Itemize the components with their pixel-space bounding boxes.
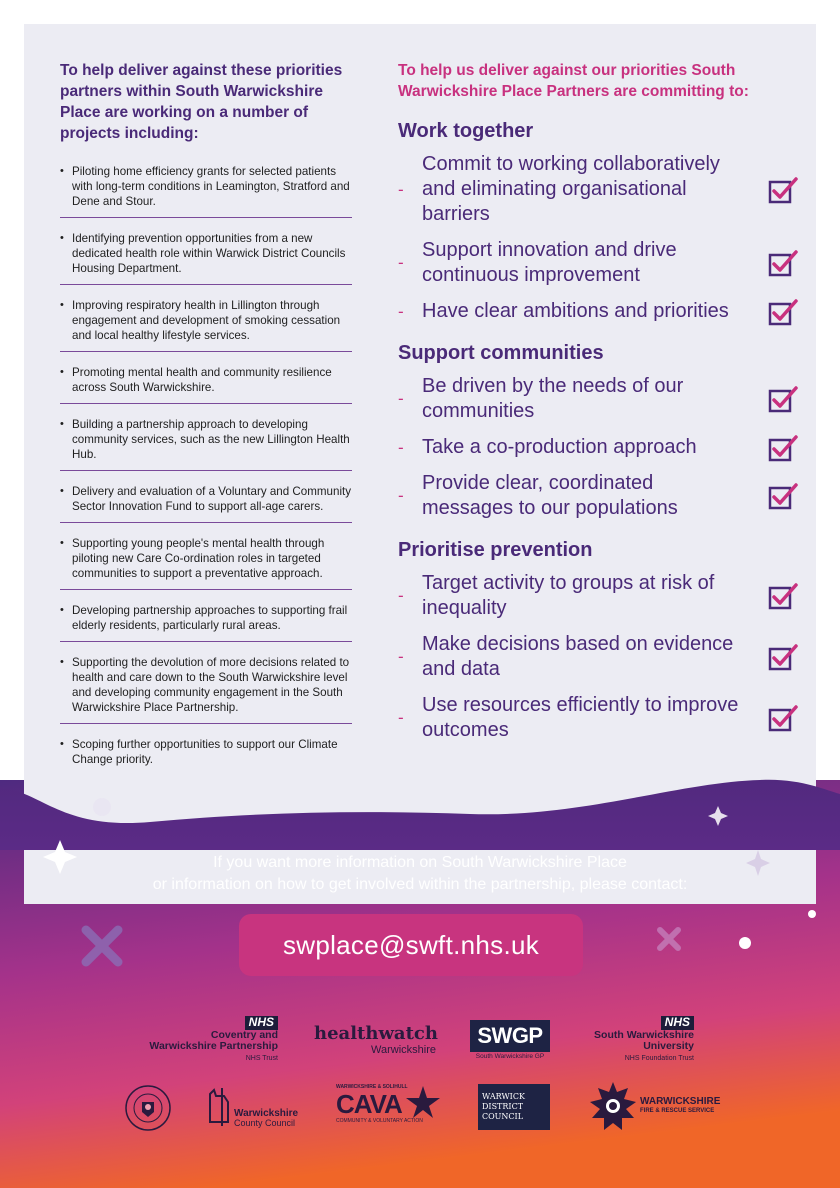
project-item: [60, 733, 352, 775]
commitments-intro: To help us deliver against our priorities South Warwickshire Place Partners are committing to:: [398, 62, 749, 100]
commitment-item: [398, 693, 798, 743]
project-item: [60, 480, 352, 523]
logo-warwickshire-fire-rescue: [586, 1080, 721, 1136]
commitment-text: Use resources efficiently to improve outcomes: [422, 694, 739, 741]
star-icon: [406, 1086, 440, 1118]
project-item: [60, 532, 352, 590]
logo-text: South Warwickshire: [594, 1028, 694, 1041]
bullet-icon: •: [60, 537, 64, 549]
logo-text: healthwatch: [314, 1023, 438, 1044]
contact-line-1: If you want more information on South Warwickshire Place: [213, 854, 627, 871]
logo-coventry-warwickshire-partnership: [142, 1016, 278, 1064]
commitment-text: Target activity to groups at risk of inequality: [422, 572, 715, 619]
commitment-section: [398, 118, 798, 324]
logo-text: COUNCIL: [482, 1112, 524, 1121]
commitment-sections: [398, 118, 798, 743]
logo-text: WARWICK: [482, 1092, 525, 1101]
project-text: Supporting young people's mental health through piloting new Care Co-ordination roles in targeted communities to support a preventative approach.: [72, 537, 325, 580]
checkbox-checked-icon: [768, 249, 798, 277]
commitment-item: [398, 374, 798, 424]
logo-text: Warwickshire: [234, 1108, 299, 1119]
logo-text: University: [643, 1040, 694, 1052]
project-item: [60, 361, 352, 404]
commitment-text: Support innovation and drive continuous improvement: [422, 239, 677, 286]
dash-marker: -: [398, 253, 404, 272]
logo-text: COMMUNITY & VOLUNTARY ACTION: [336, 1118, 423, 1124]
logo-text: NHS Foundation Trust: [624, 1054, 694, 1062]
project-text: Improving respiratory health in Lillington through engagement and development of smoking cessation and local healthy lifestyle services.: [72, 299, 341, 342]
logo-south-warwickshire-university-nhs: [580, 1016, 694, 1064]
dash-marker: -: [398, 486, 404, 505]
project-text: Identifying prevention opportunities from a new dedicated health role within Warwick District Councils Housing Department.: [72, 232, 346, 275]
project-text: Promoting mental health and community resilience across South Warwickshire.: [72, 366, 332, 394]
project-item: [60, 651, 352, 724]
commitment-item: [398, 571, 798, 621]
logo-text: Warwickshire: [371, 1044, 436, 1056]
dash-marker: -: [398, 437, 404, 457]
project-text: Building a partnership approach to developing community services, such as the new Lillington Health Hub.: [72, 418, 350, 461]
logo-text: WARWICKSHIRE: [640, 1096, 721, 1107]
project-text: Delivery and evaluation of a Voluntary and Community Sector Innovation Fund to support all-age carers.: [72, 485, 352, 513]
commitment-item: [398, 238, 798, 288]
project-item: [60, 294, 352, 352]
checkbox-checked-icon: [768, 434, 798, 462]
checkbox-checked-icon: [768, 385, 798, 413]
dash-marker: -: [398, 179, 404, 199]
dash-marker: -: [398, 389, 404, 408]
commitment-text: Provide clear, coordinated messages to our populations: [422, 472, 678, 519]
project-item: [60, 413, 352, 471]
checkbox-checked-icon: [768, 704, 798, 732]
bullet-icon: •: [60, 738, 64, 750]
nhs-logo-icon: NHS: [661, 1016, 694, 1030]
logo-text: Warwickshire Partnership: [149, 1040, 278, 1052]
commitment-item: [398, 435, 798, 460]
logo-text: NHS Trust: [245, 1054, 278, 1062]
bullet-icon: •: [60, 299, 64, 311]
commitment-item: [398, 299, 798, 324]
checkbox-checked-icon: [768, 298, 798, 326]
logo-cava: [336, 1084, 446, 1125]
bullet-icon: •: [60, 418, 64, 430]
commitment-text: Make decisions based on evidence and data: [422, 633, 734, 680]
commitment-item: [398, 152, 798, 227]
logo-text: DISTRICT: [482, 1102, 524, 1111]
logo-healthwatch: [314, 1024, 436, 1056]
commitment-text: Be driven by the needs of our communities: [422, 375, 684, 422]
section-title: Work together: [398, 120, 534, 142]
logo-text: CAVA: [336, 1089, 402, 1119]
bullet-icon: •: [60, 485, 64, 497]
logo-text: Coventry and: [210, 1028, 278, 1041]
commitment-item: [398, 471, 798, 521]
checkbox-checked-icon: [768, 176, 798, 204]
projects-intro: To help deliver against these priorities partners within South Warwickshire Place are working on a number of projects including:: [60, 62, 343, 142]
checkbox-checked-icon: [768, 643, 798, 671]
dash-marker: -: [398, 708, 404, 727]
contact-text: [0, 852, 840, 896]
bear-and-staff-icon: [206, 1088, 232, 1126]
project-text: Supporting the devolution of more decisions related to health and care down to the South Warwickshire level and developing community engagement in the South Warwickshire Place Partnership.: [72, 656, 350, 714]
dash-marker: -: [398, 586, 404, 605]
bullet-icon: •: [60, 366, 64, 378]
contact-line-2: or information on how to get involved within the partnership, please contact:: [152, 876, 688, 893]
projects-list: [60, 160, 352, 775]
projects-column: [60, 60, 352, 784]
logo-text: SWGP: [470, 1020, 550, 1052]
bullet-icon: •: [60, 656, 64, 668]
commitment-text: Have clear ambitions and priorities: [422, 300, 729, 322]
checkbox-checked-icon: [768, 582, 798, 610]
nhs-logo-icon: NHS: [245, 1016, 278, 1030]
logo-swgp: [470, 1020, 550, 1062]
fire-service-crest-icon: [586, 1080, 640, 1134]
project-item: [60, 227, 352, 285]
project-text: Developing partnership approaches to supporting frail elderly residents, particularly rural areas.: [72, 604, 348, 632]
bullet-icon: •: [60, 232, 64, 244]
logo-text: WARWICKSHIRE & SOLIHULL: [336, 1084, 408, 1090]
bullet-icon: •: [60, 165, 64, 177]
section-title: Prioritise prevention: [398, 539, 593, 561]
commitment-text: Commit to working collaboratively and eliminating organisational barriers: [422, 153, 720, 225]
project-text: Scoping further opportunities to support our Climate Change priority.: [72, 738, 338, 766]
logo-warwick-district-council: [478, 1084, 550, 1130]
commitment-item: [398, 632, 798, 682]
project-text: Piloting home efficiency grants for selected patients with long-term conditions in Leamington, Stratford and Dene and Stour.: [72, 165, 350, 208]
commitment-section: [398, 340, 798, 521]
checkbox-checked-icon: [768, 482, 798, 510]
logo-text: South Warwickshire GP: [475, 1053, 545, 1060]
bullet-icon: •: [60, 604, 64, 616]
section-title: Support communities: [398, 342, 604, 364]
project-item: [60, 160, 352, 218]
commitment-text: Take a co-production approach: [422, 436, 697, 458]
dash-marker: -: [398, 647, 404, 666]
commitment-section: [398, 537, 798, 743]
logo-text: FIRE & RESCUE SERVICE: [640, 1108, 715, 1114]
commitments-column: [398, 60, 798, 759]
dash-marker: -: [398, 301, 404, 321]
logo-text: County Council: [234, 1118, 296, 1128]
stratford-district-council-seal-icon: [124, 1084, 172, 1132]
email-link-button[interactable]: swplace@swft.nhs.uk: [239, 914, 583, 976]
project-item: [60, 599, 352, 642]
